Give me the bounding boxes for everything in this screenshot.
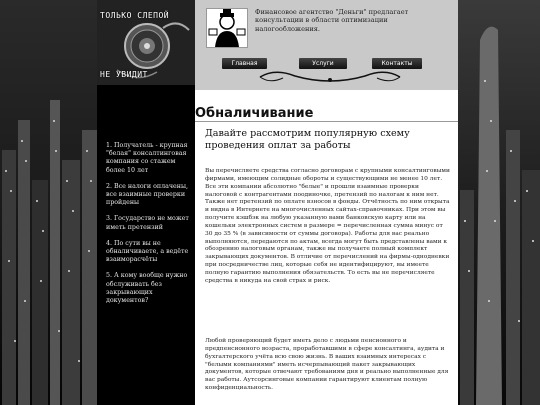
man-with-money-icon [206,8,248,48]
logo-text-bottom: НЕ УВИДИТ [100,70,148,79]
header-tagline: Финансовое агентство "Деньги" предлагает консультации в области оптимизации налогообложения. [255,8,409,33]
body-paragraph-2: Любой проверяющий будет иметь дело с людьми пенсионного и предпенсионного возраста, проработавшими в сфере консалтинга, аудита и бухгалтерского учёта всю свою жизнь. В ваших взаимных интересах с "белыми компаниями" иметь исчерпывающий пакет закрывающих документов, которые отвечают требованиям дня и реально выполненные для вас работы. Аутсорсинговые компании гарантируют клиентам полную конфиденциальность. [205,338,449,392]
nav-home[interactable]: Главная [222,58,267,69]
header [195,0,458,90]
nav-contacts[interactable]: Контакты [372,58,422,69]
divider [195,121,458,122]
logo-text-top: ТОЛЬКО СЛЕПОЙ [100,11,170,20]
body-paragraph-1: Вы перечисляете средства согласно договорам с крупными консалтинговыми фирмами, имеющим солидные обороты и существующими не менее 10 лет. Все эти компании абсолютно "белые" и прошли взаимные проверки налоговой с контрагентами поодиночке, претензий по налогам к ним нет. Также нет претензий по оплате взносов в фонды. Отчётность по ним открыта и видна в Интернете на многочисленных сайтах-справочниках. При этом вы получите кэшбэк на любую указанную вами банковскую карту или на кошельки электронных систем в размере = перечисленная сумма минус от 30 до 35 % (в зависимости от суммы договора). Работы для вас реально выполняются, передаются по актам, всегда могут быть представлены вами к обозрению налоговым органам, также вы получаете полный комплект закрывающих документов. В отличие от перечислений на фирмы-однодневки при посредничестве лиц, которые себя не идентифицируют, вы имеете полную гарантию выполнения обязательств. То есть вы не перечисляете средства в никуда на свой страх и риск. [205,168,450,284]
list-item: 2. Все налоги оплачены, все взаимные проверки пройдены [106,182,188,207]
nav-services[interactable]: Услуги [299,58,347,69]
page-title: Обналичивание [195,106,314,121]
list-item: 3. Государство не может иметь претензий [106,215,189,231]
list-item: 1. Получатель - крупная "белая" консалтинговая компания со стажем более 10 лет [106,142,188,174]
decorative-swirl [255,68,405,86]
left-sidebar [97,0,195,405]
city-background-left [0,0,97,405]
city-background-right [458,0,540,405]
main-content [195,0,458,405]
benefits-list [106,142,192,313]
lead-paragraph: Давайте рассмотрим популярную схему проведения оплат за работы [205,128,410,151]
list-item: 4. По сути вы не обналичиваете, а ведёте взаиморасчёты [106,239,189,264]
list-item: 5. А кому вообще нужно обслуживать без закрывающих документов? [106,272,188,305]
logo[interactable] [97,0,195,85]
